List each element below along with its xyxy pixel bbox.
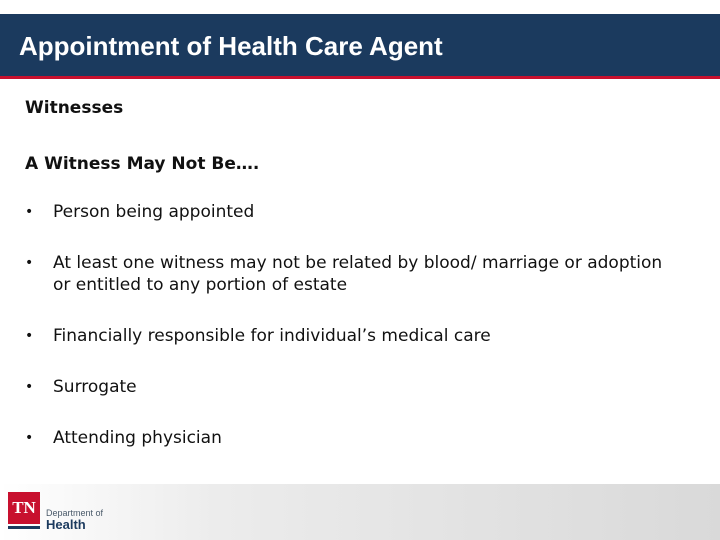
footer-band bbox=[0, 484, 720, 540]
list-item bbox=[25, 427, 665, 449]
list-item bbox=[25, 325, 665, 347]
list-item bbox=[25, 201, 665, 223]
section-subtitle: Witnesses bbox=[25, 98, 124, 118]
slide-title: Appointment of Health Care Agent bbox=[19, 31, 443, 61]
list-item-text: Attending physician bbox=[53, 428, 222, 448]
tn-logo-icon: TN bbox=[8, 492, 40, 524]
lead-statement: A Witness May Not Be…. bbox=[25, 154, 260, 174]
list-item-text: Surrogate bbox=[53, 377, 137, 397]
list-item bbox=[25, 376, 665, 398]
list-item-text: At least one witness may not be related by blood/ marriage or adoption or entitled to any portion of estate bbox=[53, 253, 663, 295]
bullet-icon: • bbox=[25, 430, 34, 446]
logo-underline bbox=[8, 526, 40, 529]
slide-content bbox=[25, 94, 665, 448]
logo-department-text: Department of bbox=[46, 508, 104, 518]
title-bar bbox=[0, 14, 720, 79]
bullet-list bbox=[25, 201, 665, 478]
list-item-text: Person being appointed bbox=[53, 202, 255, 222]
list-item bbox=[25, 252, 665, 296]
bullet-icon: • bbox=[25, 328, 34, 344]
list-item-text: Financially responsible for individual’s medical care bbox=[53, 326, 491, 346]
tn-health-logo bbox=[8, 492, 108, 536]
bullet-icon: • bbox=[25, 255, 34, 271]
bullet-icon: • bbox=[25, 379, 34, 395]
logo-health-text: Health bbox=[46, 517, 86, 532]
bullet-icon: • bbox=[25, 204, 34, 220]
